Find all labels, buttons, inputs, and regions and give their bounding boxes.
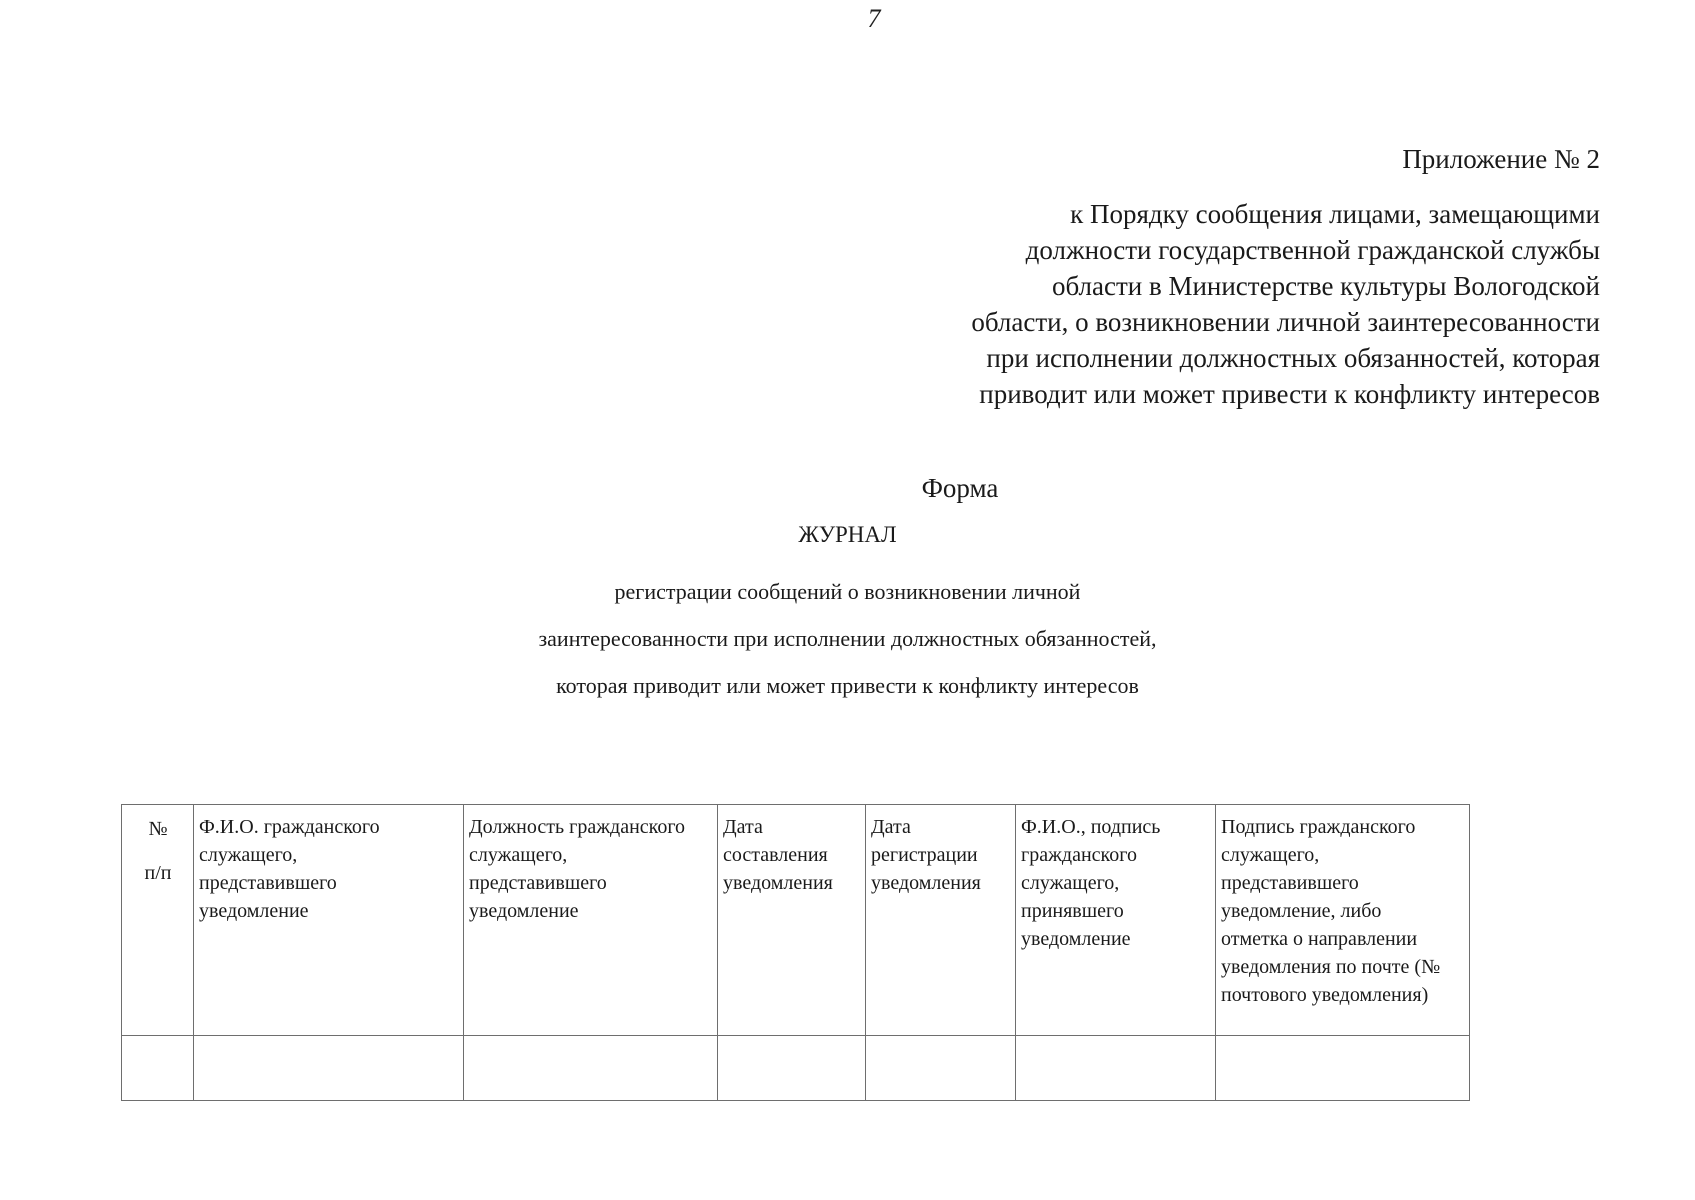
appendix-line: области в Министерстве культуры Вологодской (1051, 271, 1600, 301)
header-text: составления (723, 844, 828, 866)
header-text: уведомления (723, 872, 833, 894)
header-cell-position (464, 805, 718, 1036)
journal-title: ЖУРНАЛ (798, 522, 897, 547)
journal-subtitle (0, 568, 1695, 709)
header-text: принявшего (1021, 900, 1124, 922)
header-text: уведомления (871, 872, 981, 894)
appendix-line: к Порядку сообщения лицами, замещающими (1070, 199, 1600, 229)
header-text: служащего, (1221, 844, 1320, 866)
header-text: Должность гражданского (469, 816, 686, 838)
appendix-description (971, 196, 1600, 412)
table-cell (718, 1036, 866, 1101)
table-cell (866, 1036, 1016, 1101)
header-text: представившего (1221, 872, 1359, 894)
header-text: уведомления по почте (№ (1221, 956, 1441, 978)
header-text: п/п (144, 862, 172, 884)
header-cell-number (122, 805, 194, 1036)
header-cell-compose-date (718, 805, 866, 1036)
header-text: уведомление (469, 900, 579, 922)
header-text: представившего (469, 872, 607, 894)
header-text: уведомление (199, 900, 309, 922)
header-text: гражданского (1021, 844, 1137, 866)
appendix-line: приводит или может привести к конфликту интересов (979, 379, 1600, 409)
header-text: отметка о направлении (1221, 928, 1418, 950)
header-text: Ф.И.О. гражданского (199, 816, 380, 838)
subtitle-line: заинтересованности при исполнении должностных обязанностей, (538, 626, 1157, 651)
table-header-row (122, 805, 1470, 1036)
header-cell-registration-date (866, 805, 1016, 1036)
subtitle-line: которая приводит или может привести к конфликту интересов (556, 673, 1139, 698)
table-row (122, 1036, 1470, 1101)
table-cell (194, 1036, 464, 1101)
header-text: Подпись гражданского (1221, 816, 1416, 838)
header-text: Дата (723, 816, 763, 838)
appendix-line: при исполнении должностных обязанностей, которая (986, 343, 1600, 373)
appendix-line: должности государственной гражданской службы (1025, 235, 1600, 265)
header-text: Ф.И.О., подпись (1021, 816, 1161, 838)
header-text: уведомление (1021, 928, 1131, 950)
table-cell (1216, 1036, 1470, 1101)
header-cell-receiver (1016, 805, 1216, 1036)
header-text: служащего, (469, 844, 568, 866)
table-cell (122, 1036, 194, 1101)
header-text: служащего, (1021, 872, 1120, 894)
page-number: 7 (867, 4, 881, 33)
header-text: уведомление, либо (1221, 900, 1382, 922)
header-text: регистрации (871, 844, 978, 866)
appendix-number: Приложение № 2 (1402, 144, 1600, 174)
header-text: Дата (871, 816, 911, 838)
form-label: Форма (921, 473, 999, 503)
table-cell (1016, 1036, 1216, 1101)
table-cell (464, 1036, 718, 1101)
appendix-line: области, о возникновении личной заинтересованности (971, 307, 1600, 337)
header-text: представившего (199, 872, 337, 894)
journal-table (121, 804, 1470, 1101)
header-text: № (148, 818, 168, 840)
header-cell-fio (194, 805, 464, 1036)
header-cell-signature (1216, 805, 1470, 1036)
header-text: почтового уведомления) (1221, 984, 1429, 1006)
subtitle-line: регистрации сообщений о возникновении личной (614, 579, 1081, 604)
header-text: служащего, (199, 844, 298, 866)
